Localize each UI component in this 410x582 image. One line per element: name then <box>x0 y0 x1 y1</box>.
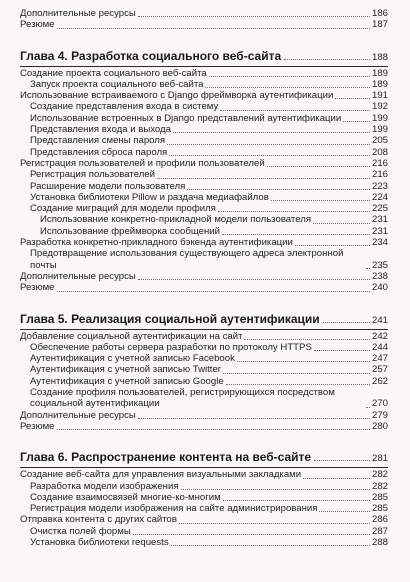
chapter-section <box>20 449 388 548</box>
chapter-title: Глава 4. Разработка социального веб-сайта <box>20 48 282 63</box>
chapter-list <box>20 48 388 549</box>
entry-page: 189 <box>371 78 388 90</box>
entry-title: Использование встраиваемого с Django фреймворка аутентификации <box>20 90 334 102</box>
toc-entry[interactable] <box>20 68 388 79</box>
dot-leader <box>284 59 370 60</box>
entry-page: 189 <box>371 67 388 79</box>
entry-title: Представления смены пароля <box>30 135 166 147</box>
dot-leader <box>314 460 370 461</box>
dot-leader <box>222 234 370 235</box>
dot-leader <box>223 373 370 374</box>
entry-title: Создание миграций для модели профиля <box>30 203 216 215</box>
entry-page: 286 <box>371 514 388 526</box>
dot-leader <box>187 189 370 190</box>
chapter-page: 188 <box>371 51 388 63</box>
entry-page: 234 <box>371 237 388 249</box>
dot-leader <box>133 534 370 535</box>
toc-entry[interactable] <box>20 492 388 503</box>
dot-leader <box>209 76 370 77</box>
entry-title: Создание представления входа в систему <box>30 101 219 113</box>
entry-title: Использование конкретно-прикладной модели пользователя <box>40 214 312 226</box>
toc-entry[interactable] <box>20 8 388 19</box>
dot-leader <box>138 16 370 17</box>
entry-title: Отправка контента с других сайтов <box>20 514 177 526</box>
entry-title: Создание профиля пользователей, регистрирующихся посредством социальной аутентификации <box>30 387 365 410</box>
entry-page: 205 <box>371 135 388 147</box>
chapter-rule <box>20 329 388 330</box>
entry-title: Резюме <box>20 420 55 432</box>
dot-leader <box>226 384 370 385</box>
toc-entry[interactable] <box>20 410 388 421</box>
dot-leader <box>244 339 370 340</box>
dot-leader <box>157 178 370 179</box>
entry-page: 247 <box>371 353 388 365</box>
entry-page: 216 <box>371 157 388 169</box>
entry-page: 224 <box>371 191 388 203</box>
entry-title: Установка библиотеки Pillow и раздача медиафайлов <box>30 191 269 203</box>
entry-title: Аутентификация с учетной записью Google <box>30 375 224 387</box>
entry-title: Дополнительные ресурсы <box>20 8 136 19</box>
toc-entry[interactable] <box>20 237 388 248</box>
toc-entry[interactable] <box>20 124 388 135</box>
dot-leader <box>313 223 370 224</box>
chapter-heading[interactable] <box>20 48 388 63</box>
entry-title: Расширение модели пользователя <box>30 180 186 192</box>
toc-entry[interactable] <box>20 248 388 271</box>
entry-title: Очистка полей формы <box>30 525 131 537</box>
entry-title: Аутентификация с учетной записью Twitter <box>30 364 221 376</box>
entry-page: 199 <box>371 112 388 124</box>
entry-title: Разработка модели изображения <box>30 480 179 492</box>
entry-page: 187 <box>371 19 388 31</box>
chapter-section <box>20 48 388 294</box>
dot-leader <box>271 200 370 201</box>
dot-leader <box>179 523 370 524</box>
chapter-section <box>20 311 388 433</box>
toc-entry[interactable] <box>20 101 388 112</box>
toc-entry[interactable] <box>20 342 388 353</box>
entry-title: Регистрация модели изображения на сайте администрирования <box>30 503 318 515</box>
entry-title: Представления сброса пароля <box>30 146 168 158</box>
dot-leader <box>218 211 370 212</box>
toc-entry[interactable] <box>20 90 388 101</box>
toc-entry[interactable] <box>20 19 388 30</box>
entry-title: Разработка конкретно-прикладного бэкенда аутентификации <box>20 237 293 249</box>
dot-leader <box>205 87 370 88</box>
dot-leader <box>343 121 370 122</box>
entry-page: 288 <box>371 536 388 548</box>
entry-page: 208 <box>371 146 388 158</box>
toc-entry[interactable] <box>20 353 388 364</box>
toc-entry[interactable] <box>20 113 388 124</box>
toc-preamble <box>20 8 388 31</box>
toc-entry[interactable] <box>20 181 388 192</box>
entry-page: 216 <box>371 169 388 181</box>
entry-page: 191 <box>371 90 388 102</box>
toc-entry[interactable] <box>20 226 388 237</box>
toc-entry[interactable] <box>20 421 388 432</box>
entry-title: Резюме <box>20 282 55 294</box>
entry-title: Резюме <box>20 19 55 31</box>
entry-title: Дополнительные ресурсы <box>20 409 136 421</box>
dot-leader <box>181 489 370 490</box>
dot-leader <box>223 500 370 501</box>
entry-page: 270 <box>371 398 388 410</box>
toc-entry[interactable] <box>20 214 388 225</box>
chapter-page: 281 <box>371 453 388 465</box>
entry-title: Запуск проекта социального веб-сайта <box>30 78 204 90</box>
entry-title: Обеспечение работы сервера разработки по протоколу HTTPS <box>30 341 312 353</box>
chapter-heading[interactable] <box>20 449 388 464</box>
toc-entry[interactable] <box>20 169 388 180</box>
toc-entry[interactable] <box>20 203 388 214</box>
toc-entry[interactable] <box>20 79 388 90</box>
entry-page: 279 <box>371 409 388 421</box>
entry-title: Предотвращение использования существующего адреса электронной почты <box>30 248 365 271</box>
entry-page: 186 <box>371 8 388 19</box>
entry-title: Дополнительные ресурсы <box>20 270 136 282</box>
entry-page: 242 <box>371 330 388 342</box>
toc-entry[interactable] <box>20 147 388 158</box>
toc-entry[interactable] <box>20 537 388 548</box>
toc-entry[interactable] <box>20 526 388 537</box>
chapter-title: Глава 6. Распространение контента на веб-сайте <box>20 450 312 465</box>
entry-title: Регистрация пользователей и профили пользователей <box>20 157 265 169</box>
toc-entry[interactable] <box>20 282 388 293</box>
dot-leader <box>138 279 370 280</box>
toc-entry[interactable] <box>20 364 388 375</box>
entry-page: 244 <box>371 341 388 353</box>
entry-page: 235 <box>371 259 388 271</box>
entry-page: 282 <box>371 469 388 481</box>
chapter-rule <box>20 467 388 468</box>
entry-title: Регистрация пользователей <box>30 169 155 181</box>
entry-page: 282 <box>371 480 388 492</box>
entry-title: Использование фреймворка сообщений <box>40 225 221 237</box>
entry-title: Использование встроенных в Django представлений аутентификации <box>30 112 342 124</box>
dot-leader <box>173 132 370 133</box>
toc-entry[interactable] <box>20 481 388 492</box>
dot-leader <box>169 155 370 156</box>
toc-entry[interactable] <box>20 192 388 203</box>
chapter-page: 241 <box>371 314 388 326</box>
dot-leader <box>220 110 370 111</box>
entry-title: Создание проекта социального веб-сайта <box>20 67 207 79</box>
dot-leader <box>303 478 370 479</box>
toc-entry[interactable] <box>20 469 388 480</box>
entry-title: Аутентификация с учетной записью Facebook <box>30 353 235 365</box>
entry-page: 257 <box>371 364 388 376</box>
toc-entry[interactable] <box>20 514 388 525</box>
entry-page: 238 <box>371 270 388 282</box>
toc-entry[interactable] <box>20 158 388 169</box>
chapter-heading[interactable] <box>20 311 388 326</box>
dot-leader <box>366 268 370 269</box>
entry-page: 231 <box>371 225 388 237</box>
entry-title: Создание веб-сайта для управления визуальными закладками <box>20 469 302 481</box>
toc-entry[interactable] <box>20 503 388 514</box>
table-of-contents <box>20 8 388 548</box>
toc-entry[interactable] <box>20 376 388 387</box>
entry-page: 285 <box>371 491 388 503</box>
entry-page: 287 <box>371 525 388 537</box>
dot-leader <box>323 322 370 323</box>
entry-page: 240 <box>371 282 388 294</box>
dot-leader <box>267 166 370 167</box>
entry-title: Создание взаимосвязей многие-ко-многим <box>30 491 221 503</box>
dot-leader <box>57 28 370 29</box>
dot-leader <box>295 245 370 246</box>
entry-page: 223 <box>371 180 388 192</box>
entry-title: Представления входа и выхода <box>30 124 171 136</box>
entry-page: 262 <box>371 375 388 387</box>
entry-page: 225 <box>371 203 388 215</box>
dot-leader <box>138 418 370 419</box>
chapter-title: Глава 5. Реализация социальной аутентификации <box>20 311 320 326</box>
entry-page: 285 <box>371 503 388 515</box>
dot-leader <box>314 350 370 351</box>
toc-entry[interactable] <box>20 271 388 282</box>
entry-page: 192 <box>371 101 388 113</box>
toc-entry[interactable] <box>20 135 388 146</box>
entry-title: Добавление социальной аутентификации на сайт <box>20 330 243 342</box>
entry-page: 231 <box>371 214 388 226</box>
dot-leader <box>366 407 370 408</box>
entry-page: 199 <box>371 124 388 136</box>
entry-title: Установка библиотеки requests <box>30 536 169 548</box>
toc-entry[interactable] <box>20 331 388 342</box>
dot-leader <box>167 144 370 145</box>
entry-page: 280 <box>371 420 388 432</box>
dot-leader <box>57 291 370 292</box>
dot-leader <box>237 361 370 362</box>
dot-leader <box>171 545 370 546</box>
toc-entry[interactable] <box>20 387 388 410</box>
dot-leader <box>57 429 370 430</box>
dot-leader <box>335 98 370 99</box>
dot-leader <box>319 511 370 512</box>
chapter-rule <box>20 66 388 67</box>
